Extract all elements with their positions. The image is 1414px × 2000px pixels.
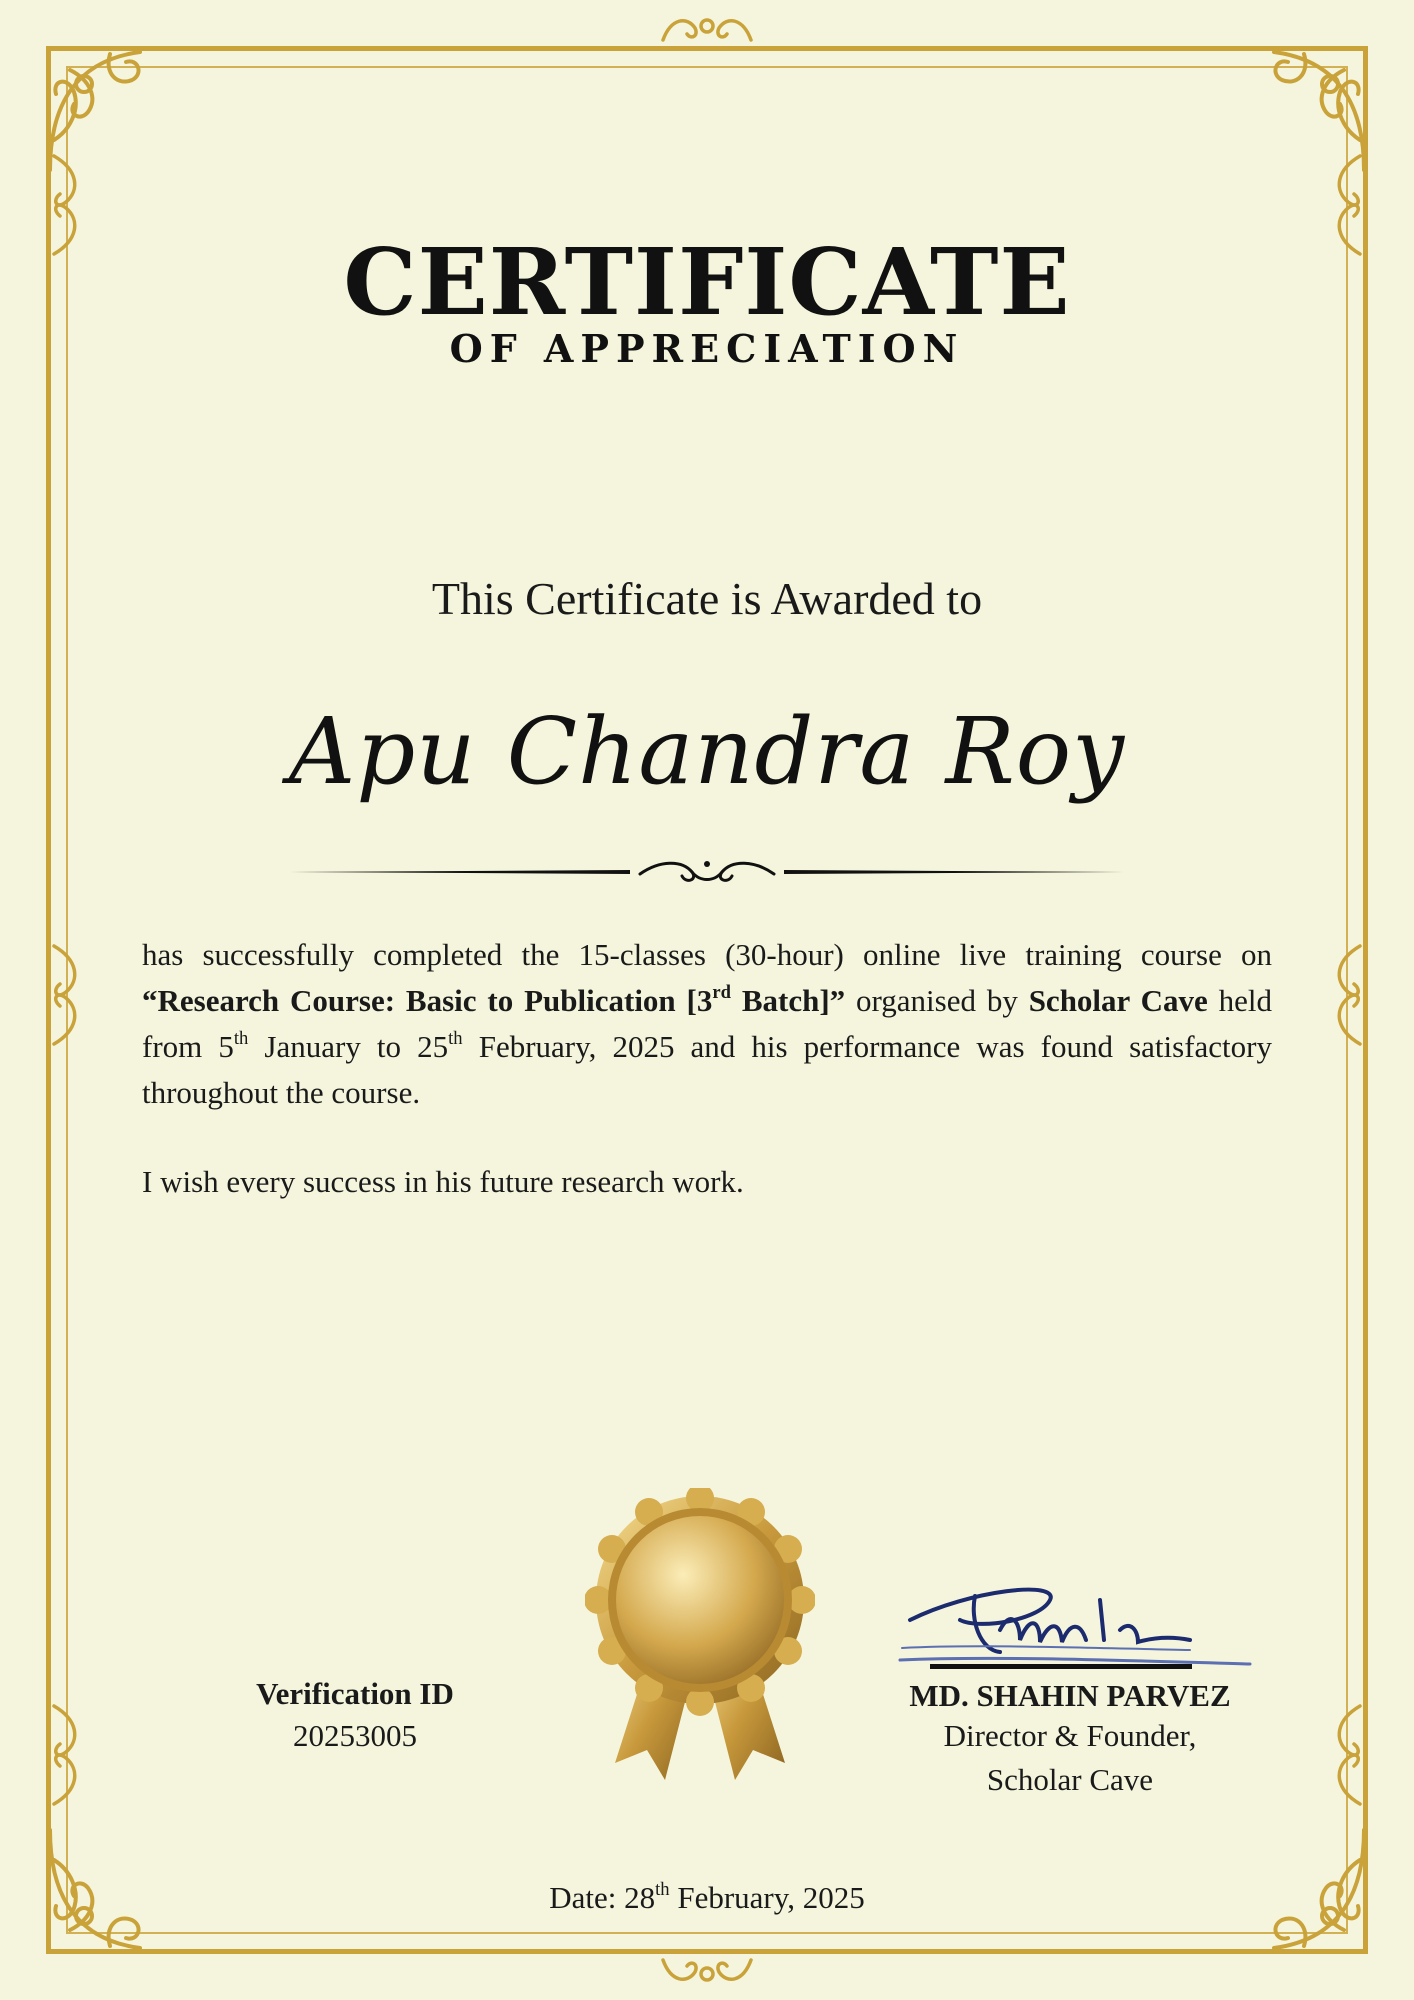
verification-label: Verification ID — [256, 1676, 454, 1711]
gold-seal-icon — [585, 1488, 815, 1788]
left-ornament-icon — [48, 940, 88, 1050]
certificate-title: CERTIFICATE — [343, 228, 1071, 336]
bottom-ornament-icon — [657, 1954, 757, 1990]
signer-organisation: Scholar Cave — [986, 1762, 1154, 1797]
right-ornament-icon — [1326, 1700, 1366, 1810]
wish-text: I wish every success in his future research work. — [142, 1164, 744, 1199]
body-text-part: held from 5 — [142, 983, 1272, 1064]
certificate-body — [142, 932, 1272, 1116]
superscript: th — [233, 1027, 249, 1049]
date-suffix: February, 2025 — [669, 1880, 865, 1915]
body-text-part: organised by — [845, 983, 1029, 1018]
course-title — [142, 983, 845, 1018]
signer-title: Director & Founder, — [943, 1718, 1197, 1753]
body-text-part: has successfully completed the 15-classes (30-hour) online live training course on — [142, 937, 1272, 972]
divider-flourish-icon — [290, 852, 1124, 892]
top-ornament-icon — [657, 10, 757, 46]
certificate-date — [0, 1880, 1414, 1916]
left-ornament-icon — [48, 1700, 88, 1810]
date-prefix: Date: 28 — [549, 1880, 656, 1915]
course-title-part: Batch]” — [730, 983, 846, 1018]
course-title-part: “Research Course: Basic to Publication [3 — [142, 983, 713, 1018]
body-text-part: January to 25 — [248, 1029, 449, 1064]
body-text-part: February, 2025 and his performance was found satisfactory throughout the course. — [142, 1029, 1272, 1110]
signature-icon — [890, 1560, 1260, 1680]
awarded-to-text: This Certificate is Awarded to — [431, 573, 983, 624]
superscript: rd — [712, 981, 731, 1003]
superscript: th — [655, 1878, 670, 1900]
signer-name: MD. SHAHIN PARVEZ — [909, 1678, 1231, 1713]
certificate-subtitle: OF APPRECIATION — [449, 326, 965, 371]
signature-line — [930, 1664, 1192, 1669]
organisation-name: Scholar Cave — [1028, 983, 1208, 1018]
verification-id: 20253005 — [293, 1718, 417, 1753]
recipient-name: Apu Chandra Roy — [288, 698, 1126, 805]
superscript: th — [448, 1027, 463, 1049]
right-ornament-icon — [1326, 940, 1366, 1050]
